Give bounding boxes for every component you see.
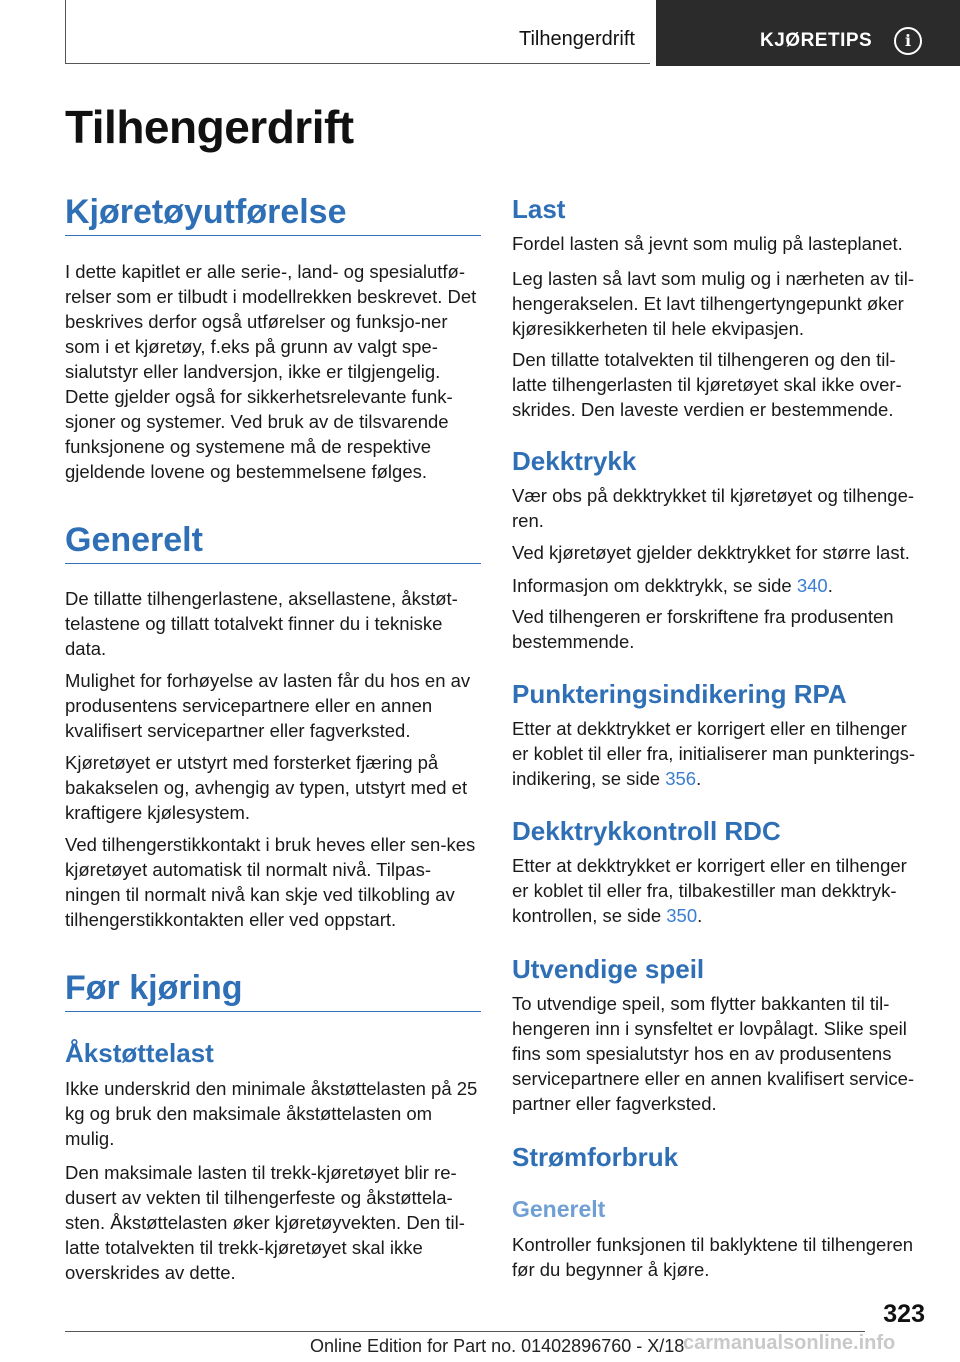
heading-rule (65, 235, 481, 236)
paragraph: To utvendige speil, som flytter bakkanten til til-hengeren inn i synsfeltet er lovpålagt. Slike speil fins som spesialutstyr hos en av produsentens servicepartnere eller en annen kvalifisert service-partner eller fagverksted. (512, 993, 915, 1114)
footer-edition: Online Edition for Part no. 01402896760 - X/18 (310, 1336, 685, 1356)
paragraph-text: Etter at dekktrykket er korrigert eller en tilhenger er koblet til eller fra, tilbakestiller man dekktryk-kontrollen, se side (512, 855, 907, 926)
paragraph: I dette kapitlet er alle serie-, land- og spesialutfø-relser som er tilbudt i modellrekken beskrevet. Det beskrives derfor også utførelser og funksjo-ner som i et kjøretøy, f.eks på grunn av valgt spe-sialutstyr eller landversjon, ikke er tilgjengelig. Dette gjelder også for sikkerhetsrelevante funk-sjoner og systemer. Ved bruk av de tilsvarende funksjonene og systemene må de respektive gjeldende lovene og bestemmelsene følges. (65, 261, 477, 482)
paragraph: Leg lasten så lavt som mulig og i nærheten av til-hengerakselen. Et lavt tilhengertyngepunkt øker kjøresikkerheten til hele ekvipasjen. (512, 268, 915, 339)
heading-for-kjoring: Før kjøring (65, 969, 243, 1007)
page-link-340[interactable]: 340 (796, 575, 828, 596)
heading-punkteringsindikering-rpa: Punkteringsindikering RPA (512, 679, 847, 709)
paragraph (512, 573, 928, 598)
page-title: Tilhengerdrift (65, 101, 354, 153)
heading-generelt: Generelt (65, 521, 203, 559)
heading-akstottelast: Åkstøttelast (65, 1038, 214, 1068)
watermark: carmanualsonline.info (683, 1332, 896, 1354)
heading-stromforbruk: Strømforbruk (512, 1142, 679, 1172)
header-chapter-title: KJØRETIPS (760, 30, 873, 51)
paragraph-text: . (697, 905, 703, 926)
paragraph: Kontroller funksjonen til baklyktene til tilhengeren før du begynner å kjøre. (512, 1234, 914, 1280)
paragraph (512, 716, 928, 791)
page-link-350[interactable]: 350 (666, 905, 698, 926)
heading-kjoretoyutforelse: Kjøretøyutførelse (65, 193, 347, 231)
paragraph-text: Informasjon om dekktrykk, se side (512, 575, 797, 596)
paragraph: Ved kjøretøyet gjelder dekktrykket for større last. (512, 542, 910, 563)
header-bottom-rule (65, 63, 650, 64)
paragraph: Fordel lasten så jevnt som mulig på lasteplanet. (512, 233, 903, 254)
heading-last: Last (512, 194, 566, 224)
paragraph: Ved tilhengeren er forskriftene fra produsenten bestemmende. (512, 606, 894, 652)
paragraph-text: Etter at dekktrykket er korrigert eller en tilhenger er koblet til eller fra, initialiserer man punkterings-indikering, se side (512, 718, 916, 789)
heading-generelt-sub: Generelt (512, 1196, 606, 1222)
header-left-rule (65, 0, 66, 64)
heading-dekktrykkontroll-rdc: Dekktrykkontroll RDC (512, 816, 781, 846)
paragraph: De tillatte tilhengerlastene, aksellastene, åkstøt-telastene og tillatt totalvekt finner du i tekniske data. (65, 588, 458, 659)
heading-rule (65, 563, 481, 564)
paragraph: Kjøretøyet er utstyrt med forsterket fjæring på bakakselen og, avhengig av typen, utstyrt med et kraftigere kjølesystem. (65, 752, 468, 823)
heading-dekktrykk: Dekktrykk (512, 446, 637, 476)
paragraph-text: . (827, 575, 833, 596)
header-section-title: Tilhengerdrift (519, 28, 635, 50)
page-number: 323 (883, 1300, 925, 1328)
page-link-356[interactable]: 356 (665, 768, 697, 789)
paragraph (512, 853, 928, 928)
paragraph: Vær obs på dekktrykket til kjøretøyet og tilhenge-ren. (512, 485, 915, 531)
paragraph: Den tillatte totalvekten til tilhengeren og den til-latte tilhengerlasten til kjøretøyet skal ikke over-skrides. Den laveste verdien er bestemmende. (512, 349, 902, 420)
paragraph: Ved tilhengerstikkontakt i bruk heves eller sen-kes kjøretøyet automatisk til normalt nivå. Tilpas-ningen til normalt nivå kan skje ved tilkobling av tilhengerstikkontakten eller ved oppstart. (65, 834, 476, 930)
paragraph-text: . (696, 768, 702, 789)
info-icon: i (894, 27, 922, 55)
paragraph: Mulighet for forhøyelse av lasten får du hos en av produsentens servicepartnere eller en annen kvalifisert servicepartner eller fagverksted. (65, 670, 471, 741)
heading-utvendige-speil: Utvendige speil (512, 954, 705, 984)
paragraph: Den maksimale lasten til trekk-kjøretøyet blir re-dusert av vekten til tilhengerfeste og åkstøttela-sten. Åkstøttelasten øker kjøretøyvekten. Den til-latte totalvekten til trekk-kjøretøyet skal ikke overskrides av dette. (65, 1162, 465, 1283)
paragraph: Ikke underskrid den minimale åkstøttelasten på 25 kg og bruk den maksimale åkstøttelasten om mulig. (65, 1078, 478, 1149)
heading-rule (65, 1011, 481, 1012)
